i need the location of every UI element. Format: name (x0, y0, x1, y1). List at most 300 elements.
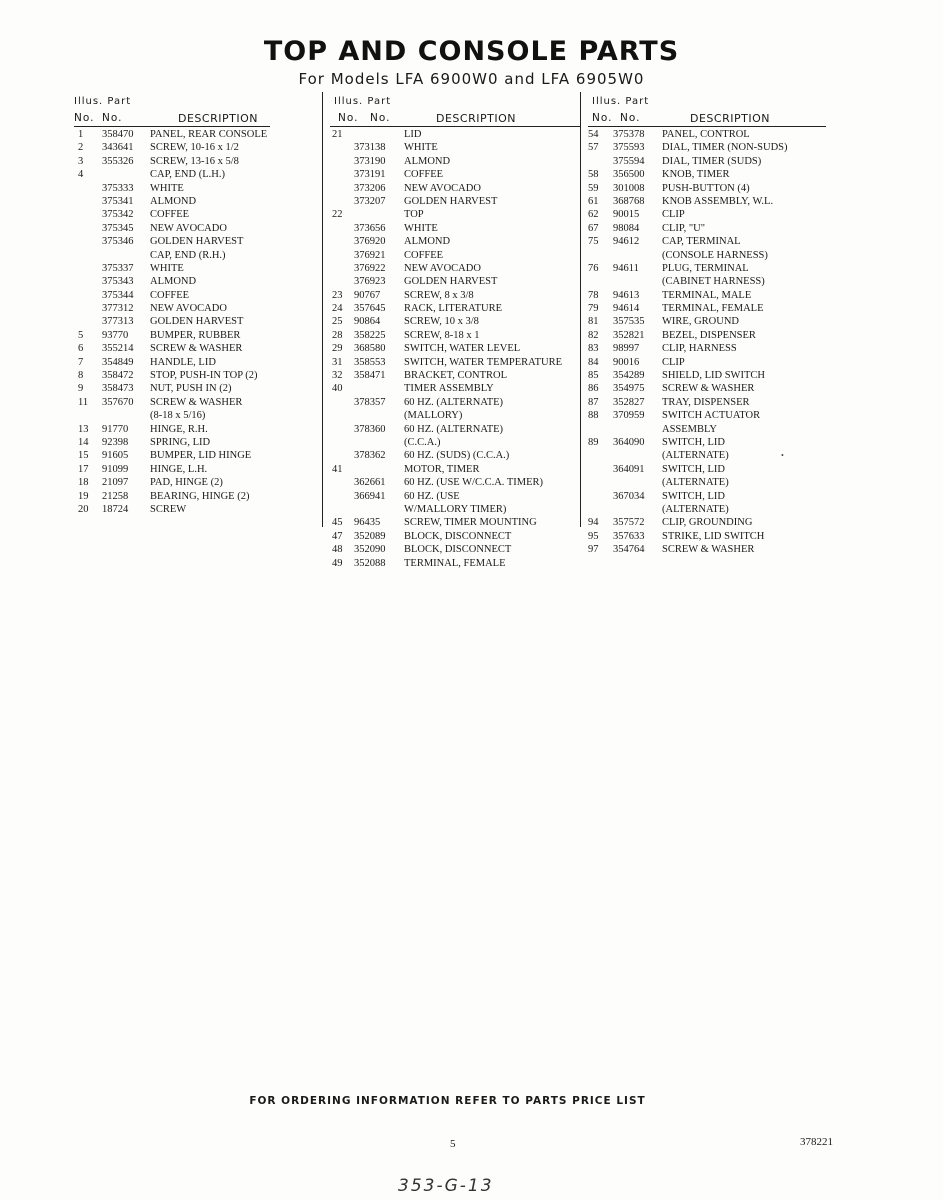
part-description: SWITCH, WATER TEMPERATURE (404, 356, 562, 368)
part-description: NUT, PUSH IN (2) (150, 383, 232, 395)
parts-row (588, 369, 833, 382)
illus-number: 8 (78, 370, 84, 382)
part-description: SCREW, 8 x 3/8 (404, 289, 474, 301)
part-description: BEZEL, DISPENSER (662, 329, 756, 341)
parts-row (332, 195, 580, 208)
illus-number: 54 (588, 129, 599, 140)
part-number: 377313 (102, 316, 134, 328)
parts-rows (588, 128, 833, 557)
parts-row (332, 356, 580, 369)
part-number: 91605 (102, 450, 129, 462)
part-number: 94613 (613, 289, 640, 301)
part-number: 358471 (354, 370, 386, 382)
part-description: WHITE (404, 222, 438, 234)
parts-row (588, 463, 833, 476)
part-number: 352090 (354, 544, 386, 556)
illus-number: 84 (588, 356, 599, 368)
illus-number: 21 (332, 129, 343, 140)
parts-rows (330, 128, 580, 570)
header-illus-part: Illus. Part (74, 96, 132, 107)
illus-number: 14 (78, 436, 89, 448)
parts-row (588, 302, 833, 315)
part-description: COFFEE (150, 209, 190, 221)
column-header (74, 92, 314, 128)
part-number: 94614 (613, 303, 640, 315)
part-number: 355214 (102, 343, 134, 355)
parts-row (588, 396, 833, 409)
part-description: SWITCH, LID (662, 436, 725, 448)
parts-row (332, 369, 580, 382)
parts-row (588, 516, 833, 529)
part-number: 357535 (613, 316, 645, 328)
part-description: KNOB ASSEMBLY, W.L. (662, 195, 774, 207)
parts-row (78, 182, 314, 195)
parts-row (332, 302, 580, 315)
part-description: HANDLE, LID (150, 356, 216, 368)
part-description: TERMINAL, FEMALE (404, 557, 506, 569)
part-number: 378357 (354, 396, 386, 408)
part-description: SHIELD, LID SWITCH (662, 370, 765, 382)
parts-row (588, 449, 833, 462)
part-description: ALMOND (404, 155, 451, 167)
part-description: PANEL, CONTROL (662, 129, 750, 140)
part-description: (8-18 x 5/16) (150, 410, 206, 422)
part-number: 92398 (102, 436, 129, 448)
page-title: TOP AND CONSOLE PARTS (263, 36, 680, 67)
parts-row (588, 235, 833, 248)
parts-row (332, 155, 580, 168)
illus-number: 5 (78, 329, 84, 341)
part-description: CLIP, "U" (662, 222, 705, 234)
parts-row (332, 503, 580, 516)
part-description: BLOCK, DISCONNECT (404, 544, 512, 556)
part-number: 370959 (613, 410, 645, 422)
parts-row (588, 342, 833, 355)
part-number: 377312 (102, 303, 134, 315)
part-number: 352089 (354, 530, 386, 542)
illus-number: 28 (332, 329, 343, 341)
parts-row (588, 208, 833, 221)
part-number: 373138 (354, 142, 386, 154)
part-number: 373206 (354, 182, 386, 194)
parts-row (332, 141, 580, 154)
part-number: 354764 (613, 544, 645, 556)
illus-number: 40 (332, 383, 343, 395)
parts-column-2 (330, 92, 580, 570)
illus-number: 49 (332, 557, 343, 569)
parts-row (78, 382, 314, 395)
part-description: BRACKET, CONTROL (404, 370, 508, 382)
part-description: CAP, END (L.H.) (150, 169, 225, 181)
part-number: 357572 (613, 517, 645, 529)
parts-row (332, 409, 580, 422)
parts-row (332, 396, 580, 409)
parts-row (588, 503, 833, 516)
part-description: SCREW & WASHER (662, 383, 755, 395)
header-description: DESCRIPTION (436, 112, 516, 125)
illus-number: 94 (588, 517, 599, 529)
header-rule (588, 126, 826, 127)
part-description: 60 HZ. (SUDS) (C.C.A.) (404, 450, 510, 462)
parts-row (332, 222, 580, 235)
illus-number: 41 (332, 463, 343, 475)
parts-row (588, 409, 833, 422)
part-number: 376921 (354, 249, 386, 261)
part-description: HINGE, L.H. (150, 463, 208, 475)
part-number: 352821 (613, 329, 645, 341)
part-description: SWITCH, LID (662, 463, 725, 475)
part-description: ALMOND (150, 276, 197, 288)
header-illus-part: Illus. Part (592, 96, 650, 107)
illus-number: 24 (332, 303, 343, 315)
part-number: 375343 (102, 276, 134, 288)
part-number: 357633 (613, 530, 645, 542)
part-description: WIRE, GROUND (662, 316, 739, 328)
parts-row (588, 530, 833, 543)
part-number: 373207 (354, 195, 386, 207)
part-number: 376923 (354, 276, 386, 288)
illus-number: 61 (588, 195, 599, 207)
part-description: GOLDEN HARVEST (150, 236, 244, 248)
part-description: SCREW, 10 x 3/8 (404, 316, 479, 328)
part-description: SCREW, 8-18 x 1 (404, 329, 480, 341)
part-description: DIAL, TIMER (NON-SUDS) (662, 142, 788, 154)
illus-number: 2 (78, 142, 84, 154)
illus-number: 9 (78, 383, 84, 395)
part-description: CLIP, GROUNDING (662, 517, 753, 529)
part-number: 362661 (354, 477, 386, 489)
part-number: 375594 (613, 155, 645, 167)
part-description: CAP, END (R.H.) (150, 249, 226, 261)
parts-row (332, 182, 580, 195)
part-description: RACK, LITERATURE (404, 303, 502, 315)
parts-row (78, 369, 314, 382)
parts-row (332, 382, 580, 395)
part-description: 60 HZ. (USE (404, 490, 460, 502)
part-number: 93770 (102, 329, 129, 341)
part-number: 366941 (354, 490, 386, 502)
parts-row (332, 289, 580, 302)
illus-number: 47 (332, 530, 343, 542)
part-description: CLIP, HARNESS (662, 343, 737, 355)
parts-row (588, 436, 833, 449)
part-number: 367034 (613, 490, 645, 502)
illus-number: 31 (332, 356, 343, 368)
illus-number: 86 (588, 383, 599, 395)
part-number: 90015 (613, 209, 640, 221)
parts-row (332, 530, 580, 543)
parts-row (588, 356, 833, 369)
parts-row (332, 516, 580, 529)
part-number: 94611 (613, 262, 639, 274)
illus-number: 78 (588, 289, 599, 301)
illus-number: 85 (588, 370, 599, 382)
part-description: 60 HZ. (USE W/C.C.A. TIMER) (404, 477, 544, 489)
parts-row (78, 315, 314, 328)
part-description: WHITE (404, 142, 438, 154)
part-description: NEW AVOCADO (150, 222, 227, 234)
column-divider (580, 92, 581, 527)
illus-number: 82 (588, 329, 599, 341)
handwritten-note: 353-G-13 (398, 1176, 494, 1196)
illus-number: 17 (78, 463, 89, 475)
part-description: PAD, HINGE (2) (150, 477, 223, 489)
parts-row (588, 476, 833, 489)
part-description: BUMPER, LID HINGE (150, 450, 252, 462)
parts-row (78, 449, 314, 462)
illus-number: 13 (78, 423, 89, 435)
parts-row (332, 235, 580, 248)
illus-number: 25 (332, 316, 343, 328)
page-subtitle: For Models LFA 6900W0 and LFA 6905W0 (298, 70, 645, 88)
part-description: BLOCK, DISCONNECT (404, 530, 512, 542)
illus-number: 79 (588, 303, 599, 315)
part-description: ALMOND (404, 236, 451, 248)
part-description: CLIP (662, 356, 685, 368)
part-number: 376922 (354, 262, 386, 274)
part-description: ASSEMBLY (662, 423, 717, 435)
parts-row (78, 275, 314, 288)
part-number: 90016 (613, 356, 640, 368)
parts-row (78, 249, 314, 262)
parts-row (78, 503, 314, 516)
part-description: MOTOR, TIMER (404, 463, 480, 475)
scan-speck: • (781, 451, 784, 460)
parts-row (332, 543, 580, 556)
illus-number: 11 (78, 396, 89, 408)
illus-number: 7 (78, 356, 84, 368)
part-number: 90767 (354, 289, 381, 301)
parts-row (78, 141, 314, 154)
parts-row (332, 463, 580, 476)
part-description: SPRING, LID (150, 436, 211, 448)
parts-column-1 (74, 92, 314, 516)
parts-row (78, 222, 314, 235)
part-number: 375341 (102, 195, 134, 207)
part-number: 354849 (102, 356, 134, 368)
parts-row (588, 289, 833, 302)
part-description: BUMPER, RUBBER (150, 329, 241, 341)
parts-row (588, 315, 833, 328)
parts-row (332, 490, 580, 503)
parts-row (332, 262, 580, 275)
part-number: 357645 (354, 303, 386, 315)
part-description: TRAY, DISPENSER (662, 396, 750, 408)
parts-row (588, 275, 833, 288)
illus-number: 45 (332, 517, 343, 529)
part-description: SCREW & WASHER (662, 544, 755, 556)
parts-row (78, 409, 314, 422)
parts-row (588, 195, 833, 208)
part-number: 358553 (354, 356, 386, 368)
part-number: 21097 (102, 477, 129, 489)
document-number: 378221 (800, 1136, 833, 1148)
illus-number: 97 (588, 544, 599, 556)
parts-row (332, 249, 580, 262)
parts-row (332, 315, 580, 328)
part-description: LID (404, 129, 422, 140)
part-description: TOP (404, 209, 424, 221)
parts-row (78, 302, 314, 315)
part-description: SWITCH, LID (662, 490, 725, 502)
part-description: TIMER ASSEMBLY (404, 383, 494, 395)
part-number: 376920 (354, 236, 386, 248)
parts-row (332, 275, 580, 288)
illus-number: 22 (332, 209, 343, 221)
part-description: SCREW (150, 503, 187, 515)
header-part-no: No. (102, 112, 123, 124)
parts-row (588, 262, 833, 275)
part-number: 373191 (354, 169, 386, 181)
part-number: 364090 (613, 436, 645, 448)
illus-number: 20 (78, 503, 89, 515)
part-description: HINGE, R.H. (150, 423, 208, 435)
illus-number: 87 (588, 396, 599, 408)
parts-rows (74, 128, 314, 516)
parts-row (78, 342, 314, 355)
part-description: SCREW, 10-16 x 1/2 (150, 142, 239, 154)
part-description: ALMOND (150, 195, 197, 207)
illus-number: 89 (588, 436, 599, 448)
parts-row (78, 208, 314, 221)
part-description: SCREW, TIMER MOUNTING (404, 517, 537, 529)
parts-row (78, 195, 314, 208)
part-number: 358225 (354, 329, 386, 341)
parts-row (332, 208, 580, 221)
illus-number: 48 (332, 544, 343, 556)
part-number: 91770 (102, 423, 129, 435)
part-number: 358472 (102, 370, 134, 382)
parts-row (588, 168, 833, 181)
illus-number: 75 (588, 236, 599, 248)
parts-row (588, 182, 833, 195)
part-description: (C.C.A.) (404, 436, 441, 448)
part-description: GOLDEN HARVEST (404, 195, 498, 207)
parts-row (588, 329, 833, 342)
column-divider (322, 92, 323, 527)
part-description: GOLDEN HARVEST (150, 316, 244, 328)
parts-row (332, 557, 580, 570)
parts-row (78, 155, 314, 168)
part-description: (ALTERNATE) (662, 477, 729, 489)
illus-number: 59 (588, 182, 599, 194)
part-description: SCREW & WASHER (150, 396, 243, 408)
parts-row (332, 476, 580, 489)
parts-row (78, 476, 314, 489)
part-description: 60 HZ. (ALTERNATE) (404, 396, 504, 408)
illus-number: 15 (78, 450, 89, 462)
parts-row (78, 128, 314, 141)
illus-number: 19 (78, 490, 89, 502)
parts-row (588, 222, 833, 235)
header-rule (74, 126, 270, 127)
parts-row (588, 249, 833, 262)
part-description: STOP, PUSH-IN TOP (2) (150, 370, 258, 382)
header-illus-no: No. (592, 112, 613, 124)
part-description: WHITE (150, 182, 184, 194)
part-description: PLUG, TERMINAL (662, 262, 749, 274)
part-number: 375378 (613, 129, 645, 140)
part-number: 355326 (102, 155, 134, 167)
parts-row (332, 168, 580, 181)
header-description: DESCRIPTION (178, 112, 258, 125)
illus-number: 1 (78, 129, 84, 140)
header-illus-part: Illus. Part (334, 96, 392, 107)
part-number: 98084 (613, 222, 640, 234)
part-description: KNOB, TIMER (662, 169, 730, 181)
part-description: BEARING, HINGE (2) (150, 490, 250, 502)
illus-number: 57 (588, 142, 599, 154)
part-description: SWITCH, WATER LEVEL (404, 343, 521, 355)
part-description: CAP, TERMINAL (662, 236, 741, 248)
part-number: 375333 (102, 182, 134, 194)
part-number: 356500 (613, 169, 645, 181)
header-part-no: No. (620, 112, 641, 124)
part-description: COFFEE (404, 169, 444, 181)
part-description: DIAL, TIMER (SUDS) (662, 155, 762, 167)
header-illus-no: No. (338, 112, 359, 124)
parts-row (588, 128, 833, 141)
parts-row (78, 235, 314, 248)
parts-row (78, 262, 314, 275)
part-number: 90864 (354, 316, 381, 328)
parts-row (78, 289, 314, 302)
part-description: PANEL, REAR CONSOLE (150, 129, 268, 140)
part-number: 373656 (354, 222, 386, 234)
part-number: 18724 (102, 503, 129, 515)
part-number: 96435 (354, 517, 381, 529)
part-number: 352088 (354, 557, 386, 569)
parts-row (78, 168, 314, 181)
parts-row (332, 449, 580, 462)
header-rule (330, 126, 580, 127)
part-number: 343641 (102, 142, 134, 154)
illus-number: 81 (588, 316, 599, 328)
part-number: 358470 (102, 129, 134, 140)
part-description: NEW AVOCADO (404, 262, 481, 274)
part-number: 375342 (102, 209, 134, 221)
illus-number: 3 (78, 155, 84, 167)
illus-number: 76 (588, 262, 599, 274)
part-number: 368768 (613, 195, 645, 207)
part-number: 375593 (613, 142, 645, 154)
part-description: (MALLORY) (404, 410, 463, 422)
part-description: SWITCH ACTUATOR (662, 410, 761, 422)
parts-row (78, 356, 314, 369)
part-number: 98997 (613, 343, 640, 355)
illus-number: 62 (588, 209, 599, 221)
column-header (330, 92, 580, 128)
part-number: 94612 (613, 236, 640, 248)
header-part-no: No. (370, 112, 391, 124)
part-description: NEW AVOCADO (404, 182, 481, 194)
column-header (588, 92, 833, 128)
part-number: 373190 (354, 155, 386, 167)
illus-number: 23 (332, 289, 343, 301)
parts-row (332, 329, 580, 342)
parts-row (588, 423, 833, 436)
illus-number: 32 (332, 370, 343, 382)
illus-number: 58 (588, 169, 599, 181)
part-description: GOLDEN HARVEST (404, 276, 498, 288)
illus-number: 67 (588, 222, 599, 234)
part-description: SCREW & WASHER (150, 343, 243, 355)
parts-row (332, 436, 580, 449)
part-number: 357670 (102, 396, 134, 408)
parts-row (78, 329, 314, 342)
header-description: DESCRIPTION (690, 112, 770, 125)
illus-number: 95 (588, 530, 599, 542)
